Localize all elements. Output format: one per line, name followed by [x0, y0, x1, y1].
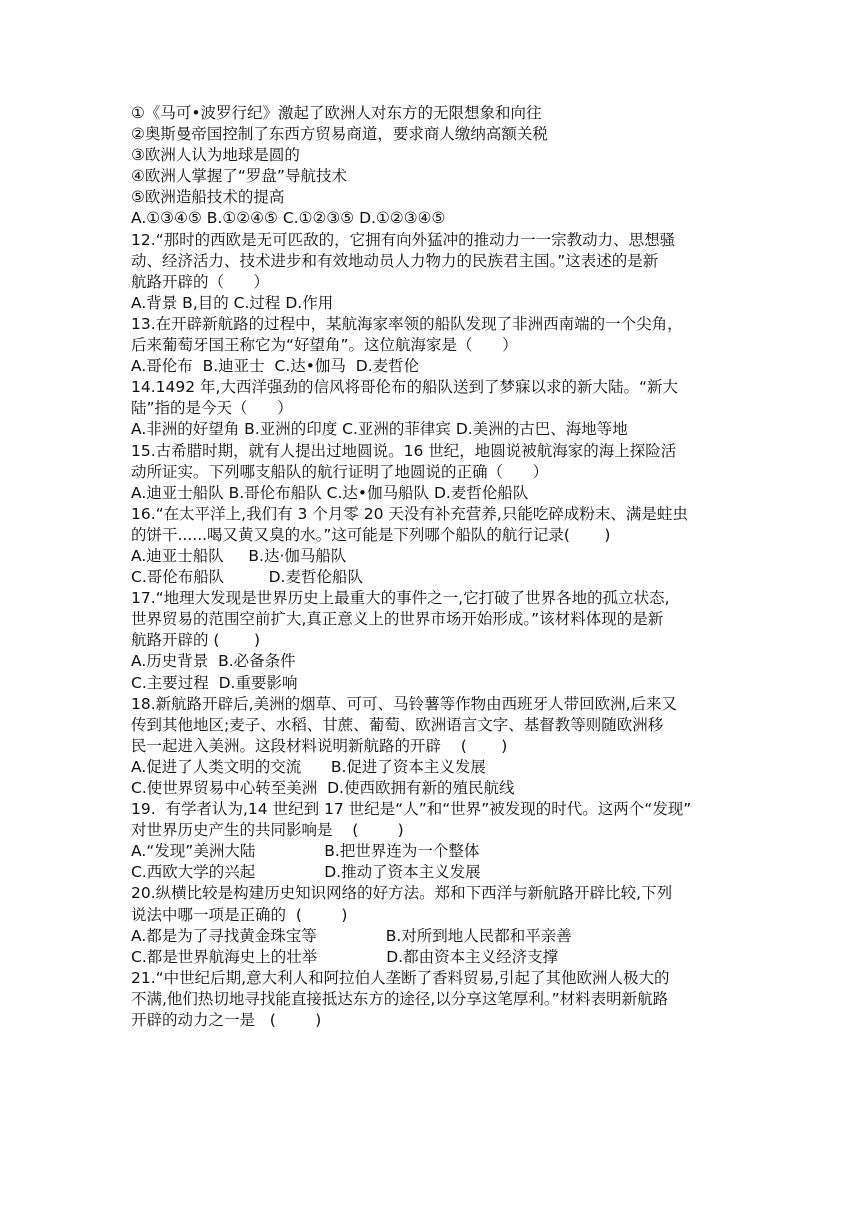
text-line: ①《马可•波罗行纪》激起了欧洲人对东方的无限想象和向往 — [131, 104, 542, 122]
text-line: 航路开辟的 ( ) — [131, 631, 261, 650]
text-line: ②奥斯曼帝国控制了东西方贸易商道，要求商人缴纳高额关税 — [131, 125, 548, 144]
answer-options: C.主要过程 D.重要影响 — [131, 673, 298, 692]
question-12: 12.“那时的西欧是无可匹敌的，它拥有向外猛冲的推动力一一宗教动力、思想骚 — [131, 230, 676, 249]
answer-options: A.迪亚士船队 B.达·伽马船队 — [131, 546, 347, 565]
question-17: 17.“地理大发现是世界历史上最重大的事件之一,它打破了世界各地的孤立状态, — [131, 589, 670, 608]
answer-options: A.历史背景 B.必备条件 — [131, 652, 296, 671]
text-line: 的饼干......喝又黄又臭的水。”这可能是下列哪个船队的航行记录( ) — [131, 525, 611, 544]
text-line: 对世界历史产生的共同影响是 ( ) — [131, 821, 404, 840]
text-line: 世界贸易的范围空前扩大,真正意义上的世界市场开始形成。”该材料体现的是新 — [131, 610, 664, 629]
text-line: 陆”指的是今天（ ） — [131, 399, 293, 418]
question-14: 14.1492 年,大西洋强劲的信风将哥伦布的船队送到了梦寐以求的新大陆。“新大 — [131, 378, 678, 397]
answer-options: C.使世界贸易中心转至美洲 D.使西欧拥有新的殖民航线 — [131, 779, 515, 797]
document-page — [131, 103, 731, 1031]
answer-options: A.非洲的好望角 B.亚洲的印度 C.亚洲的菲律宾 D.美洲的古巴、海地等地 — [131, 420, 628, 439]
answer-options: C.西欧大学的兴起 D.推动了资本主义发展 — [131, 863, 481, 882]
answer-options: A.“发现”美洲大陆 B.把世界连为一个整体 — [131, 842, 480, 861]
text-line: ⑤欧洲造船技术的提高 — [131, 188, 285, 207]
question-16: 16.“在太平洋上,我们有 3 个月零 20 天没有补充营养,只能吃碎成粉末、满是蛀虫 — [131, 504, 688, 523]
answer-options: A.哥伦布 B.迪亚士 C.达•伽马 D.麦哲伦 — [131, 357, 420, 376]
question-15: 15.古希腊时期，就有人提出过地圆说。16 世纪，地圆说被航海家的海上探险活 — [131, 441, 677, 460]
text-line: 传到其他地区;麦子、水稻、甘蔗、葡萄、欧洲语言文字、基督教等则随欧洲移 — [131, 715, 664, 734]
text-line: 动、经济活力、技术进步和有效地动员人力物力的民族君主国。”这表述的是新 — [131, 251, 659, 270]
text-line: 不满,他们热切地寻找能直接抵达东方的途径,以分享这笔厚利。”材料表明新航路 — [131, 989, 669, 1008]
question-19: 19. 有学者认为,14 世纪到 17 世纪是“人”和“世界”被发现的时代。这两个“发现” — [131, 800, 692, 819]
answer-options: A.①③④⑤ B.①②④⑤ C.①②③⑤ D.①②③④⑤ — [131, 209, 446, 228]
text-line: 说法中哪一项是正确的 ( ) — [131, 905, 348, 924]
question-13: 13.在开辟新航路的过程中，某航海家率领的船队发现了非洲西南端的一个尖角， — [131, 314, 683, 333]
answer-options: A.促进了人类文明的交流 B.促进了资本主义发展 — [131, 757, 486, 776]
answer-options: A.迪亚士船队 B.哥伦布船队 C.达•伽马船队 D.麦哲伦船队 — [131, 483, 529, 502]
text-line: ④欧洲人掌握了“罗盘”导航技术 — [131, 167, 347, 186]
question-20: 20.纵横比较是构建历史知识网络的好方法。郑和下西洋与新航路开辟比较,下列 — [131, 884, 673, 903]
answer-options: C.都是世界航海史上的壮举 D.都由资本主义经济支撑 — [131, 947, 559, 966]
answer-options: A.都是为了寻找黄金珠宝等 B.对所到地人民都和平亲善 — [131, 926, 572, 945]
text-line: 航路开辟的（ ） — [131, 272, 270, 291]
text-line: ③欧洲人认为地球是圆的 — [131, 146, 300, 165]
text-line: 民一起进入美洲。这段材料说明新航路的开辟 ( ) — [131, 736, 508, 755]
answer-options: A.背景 B,目的 C.过程 D.作用 — [131, 293, 334, 312]
question-21: 21.“中世纪后期,意大利人和阿拉伯人垄断了香料贸易,引起了其他欧洲人极大的 — [131, 968, 670, 987]
answer-options: C.哥伦布船队 D.麦哲伦船队 — [131, 568, 363, 587]
text-line: 开辟的动力之一是 ( ) — [131, 1011, 322, 1030]
question-18: 18.新航路开辟后,美洲的烟草、可可、马铃薯等作物由西班牙人带回欧洲,后来又 — [131, 694, 678, 713]
text-line: 后来葡萄牙国王称它为“好望角”。这位航海家是（ ） — [131, 336, 518, 355]
text-line: 动所证实。下列哪支船队的航行证明了地圆说的正确（ ） — [131, 462, 549, 481]
